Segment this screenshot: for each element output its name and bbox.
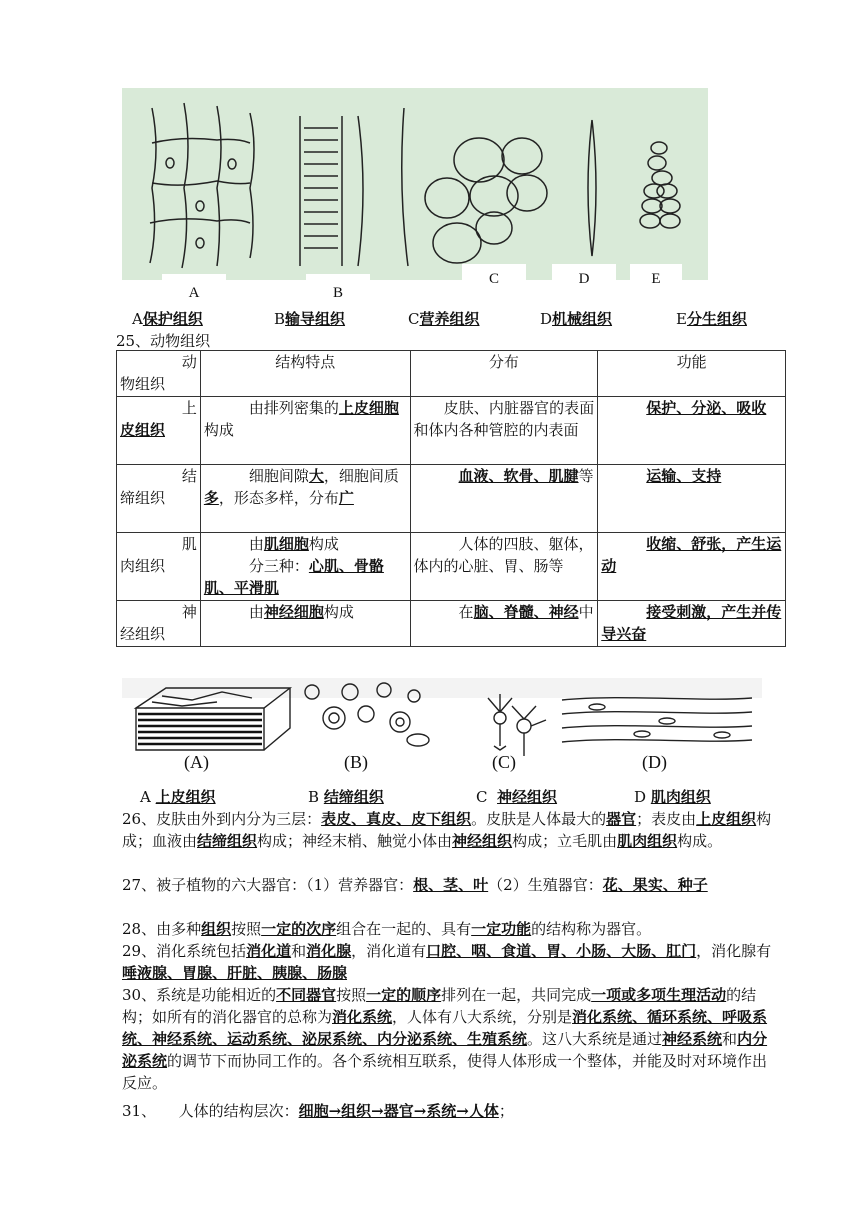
plant-tissue-figure <box>122 88 708 301</box>
plant-panel-label-b: B <box>306 274 370 304</box>
animal-tissue-figure <box>122 678 762 788</box>
table-row: 结 缔组织 细胞间隙大，细胞间质多，形态多样，分布广 血液、软骨、肌腱等 运输、支持 <box>117 465 786 533</box>
plant-caption-b: B输导组织 <box>274 310 346 328</box>
q26-paragraph: 26、皮肤由外到内分为三层：表皮、真皮、皮下组织。皮肤是人体最大的器官；表皮由上皮组织构成；血液由结缔组织构成；神经末梢、触觉小体由神经组织构成；立毛肌由肌肉组织构成。 <box>122 810 772 850</box>
table-header-function: 功能 <box>598 351 786 397</box>
animal-caption-a: A 上皮组织 <box>140 788 216 806</box>
animal-caption-c: C 神经组织 <box>476 788 558 806</box>
q30-paragraph: 30、系统是功能相近的不同器官按照一定的顺序排列在一起，共同完成一项或多项生理活动的结构；如所有的消化器官的总称为消化系统，人体有八大系统，分别是消化系统、循环系统、呼吸系统、神经系统、运动系统、泌尿系统、内分泌系统、生殖系统。这八大系统是通过神经系统和内分泌系统的调节下而协同工作的。各个系统相互联系，使得人体形成一个整体，并能及时对环境作出反应。 <box>122 986 768 1092</box>
q31-paragraph: 31、 人体的结构层次：细胞→组织→器官→系统→人体； <box>122 1102 514 1120</box>
q29-paragraph: 29、消化系统包括消化道和消化腺，消化道有口腔、咽、食道、胃、小肠、大肠、肛门，消化腺有唾液腺、胃腺、肝脏、胰腺、肠腺 <box>122 942 772 982</box>
animal-panel-label-b: (B) <box>344 752 368 772</box>
q25-heading: 25、动物组织 <box>116 332 211 350</box>
table-row: 上 皮组织 由排列密集的上皮细胞构成 皮肤、内脏器官的表面和体内各种管腔的内表面 保护、分泌、吸收 <box>117 397 786 465</box>
plant-panel-label-a: A <box>162 274 226 304</box>
animal-caption-d: D 肌肉组织 <box>634 788 711 806</box>
animal-panel-label-c: (C) <box>492 752 516 772</box>
table-header-distribution: 分布 <box>410 351 598 397</box>
plant-panel-label-c: C <box>462 264 526 294</box>
animal-tissue-table <box>116 350 786 647</box>
table-header-structure: 结构特点 <box>200 351 410 397</box>
table-header-row <box>117 351 786 397</box>
plant-caption-d: D机械组织 <box>540 310 613 328</box>
table-header-tissue: 动 物组织 <box>117 351 201 397</box>
animal-caption-b: B 结缔组织 <box>308 788 384 806</box>
q27-paragraph: 27、被子植物的六大器官：（1）营养器官：根、茎、叶（2）生殖器官：花、果实、种子 <box>122 876 708 894</box>
q28-paragraph: 28、由多种组织按照一定的次序组合在一起的、具有一定功能的结构称为器官。 <box>122 920 652 938</box>
plant-caption-c: C营养组织 <box>408 310 480 328</box>
plant-caption-e: E分生组织 <box>676 310 747 328</box>
plant-panel-label-d: D <box>552 264 616 294</box>
plant-panel-label-e: E <box>630 264 682 294</box>
table-row: 神 经组织 由神经细胞构成 在脑、脊髓、神经中 接受刺激，产生并传导兴奋 <box>117 601 786 647</box>
table-row: 肌 肉组织 由肌细胞构成 分三种：心肌、骨骼肌、平滑肌 人体的四肢、躯体，体内的心脏、胃、肠等 收缩、舒张，产生运动 <box>117 533 786 601</box>
plant-tissue-drawings <box>122 88 708 280</box>
animal-panel-label-d: (D) <box>642 752 667 772</box>
animal-panel-label-a: (A) <box>184 752 209 772</box>
plant-caption-a: A保护组织 <box>132 310 203 328</box>
